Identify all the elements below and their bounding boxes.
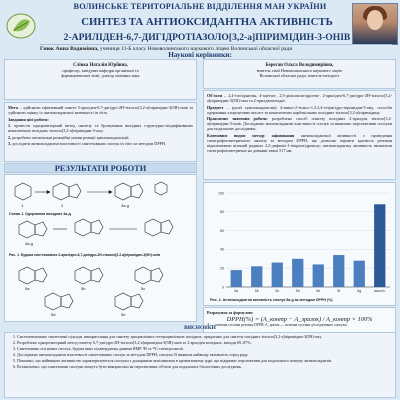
supervisor-right	[203, 59, 396, 89]
compound-label: 2	[61, 203, 64, 208]
supervisor-left-line-2: фармацевтичної хімії, доктор хімічних наук	[61, 73, 140, 79]
chart-bar	[292, 259, 303, 287]
y-tick-label: 0	[222, 285, 224, 290]
chart-bar	[354, 261, 365, 287]
scheme-1-caption: Схема 1. Одержання вихідних 4а-д	[9, 212, 71, 216]
molecule-ring	[155, 182, 167, 195]
x-tick-label: 5f	[337, 289, 341, 293]
molecule-ring	[69, 184, 81, 198]
compound-label: 5c	[141, 286, 146, 291]
x-tick-label: 5g	[357, 289, 362, 293]
chart-bar	[374, 204, 385, 287]
conclusion-item: 2. Розроблено однореакторний метод синтезу 6,7-дигідро-2Н-тіазоло[3,2-а]піримідин-3(5Н)-онів та 2-арилден похідних, виходи 69–87%.	[17, 341, 391, 346]
organization-title: ВОЛИНСЬКЕ ТЕРИТОРІАЛЬНЕ ВІДДІЛЕННЯ МАН УКРАЇНИ	[73, 2, 327, 11]
goal-item: Мета – здійснити ефективний синтез 5-арилден-6,7-дигідро-2Н-тіазоло[3,2-а]піримідин-3(5Н)-онів та здійснити оцінку їх антиоксидантної активності in vitro.	[8, 105, 193, 116]
supervisor-left-line-1: професор, завідувач кафедри органічної та	[62, 68, 139, 74]
objectives-panel	[203, 90, 396, 180]
supervisor-left-name: Слівка Наталія Юріївна,	[73, 63, 128, 68]
chart-bars	[231, 204, 386, 287]
logo-icon	[4, 11, 38, 41]
molecule-ring	[151, 268, 163, 282]
goal-panel	[4, 102, 197, 162]
photo-face	[367, 10, 383, 30]
conclusion-item: 5. Показано, що найвищою активністю характеризуються сполуки з донорними замісниками в ароматичному ядрі, що відкриває перспективи для подальшого пошуку антиоксидантів.	[17, 359, 391, 364]
goal-item: 1. провести однореакторний метод синтезу та бромування вихідних структурно-модифікованих ненасичених похідних тіазоло[3,2-а]піримідин-3-ону;	[8, 123, 193, 134]
y-tick-label: 60	[220, 228, 224, 233]
goal-item: Завдання цієї роботи:	[8, 116, 49, 122]
y-tick-label: 20	[220, 266, 224, 271]
compound-label: 5e	[121, 312, 126, 317]
objects-text: Об'єкти – 2,4-тіогідантоїн, 4-ацетил-, 2,5-діоксоксигідроген-, 2-ариліден-6,7-дигідро-2Н-тіазоло[3,2-а]піримідин-3(5Н)-они та 2-арилденпохідні.	[207, 93, 392, 104]
molecule-ring	[19, 267, 35, 284]
conclusion-item: 4. Досліджено антиоксидантні властивості синтезованих сполук за методом DPPH; сполука 5f виявила найвищу активність серед ряду.	[17, 353, 391, 358]
title-line-2: 2-АРИЛІДЕН-6,7-ДИГІДРОТІАЗОЛО[3,2-а]ПІРИМІДИН-3-ОНІВ	[63, 32, 351, 43]
compound-label: 4a-g	[25, 241, 34, 246]
x-tick-label: 5c	[275, 289, 280, 293]
molecule-ring	[145, 219, 161, 236]
chart-bar	[333, 255, 344, 287]
molecule-ring	[15, 183, 31, 200]
chart-bar	[313, 264, 324, 287]
molecule-ring	[135, 267, 151, 284]
reaction-scheme	[5, 175, 197, 322]
molecule-ring	[131, 294, 143, 308]
conclusion-item: 3. Синтезовано сім нових сполук, будова яких підтверджена даними ЯМР ¹Н та ¹³С-спектроскопії.	[17, 347, 391, 352]
subject-text: Предмет – рушії циклоконденсації 4-аміно-2-тіоксо-1,2,3,4-тетрагідро-піримідин-5-ону, способи одержання хлороцтових кислот та ненасичених карбонільних похідних тіазоло[3,2-а]піримідину.	[207, 104, 392, 115]
compound-label: 5d	[51, 312, 56, 317]
molecule-ring	[131, 184, 143, 198]
results-heading: РЕЗУЛЬТАТИ РОБОТИ	[4, 163, 197, 173]
x-tick-label: 5d	[295, 289, 300, 293]
arrow-head	[109, 191, 112, 194]
method-text: Ключовим видом методу оцінювання антиоксидантної активності є проведення спектрофотометричного аналізу за методом DPPH, що дозволяє оцінити здатність речовин відновлювати вільний радикал 2,2-дифеніл-1-пікрилгідразилу; антиоксидантну активність визначали спектрофотометрично на довжині хвилі 517 нм.	[207, 132, 392, 154]
molecule-ring	[91, 220, 103, 234]
molecule-ring	[91, 268, 103, 282]
conclusion-item: 6. Встановлено, що синтезовані сполуки можуть бути використані як перспективні об'єкти для подальших біологічних досліджень.	[17, 365, 391, 370]
molecule-ring	[75, 267, 91, 284]
chart-bar	[231, 270, 242, 287]
x-tick-label: 5b	[254, 289, 259, 293]
molecule-ring	[53, 183, 69, 200]
conclusion-item: 1. Систематизовано синтетичні підходи, використання для синтезу трициклічних гетероциклічних похідних, придатних для синтезу похідних тіазоло[3,2-а]піримідин-3(5Н)-ону.	[17, 335, 391, 340]
molecule-ring	[75, 219, 91, 236]
molecule-ring	[115, 183, 131, 200]
goal-item: 2. розробити оптимальні реакційні умови реакції циклоконденсації;	[8, 134, 130, 140]
formula-note: A — оптична густина розчину DPPH; A_зразок — оптична густина досліджуваної сполуки	[207, 323, 347, 328]
compound-label: 5b	[81, 286, 86, 291]
supervisors-heading: Наукові керівники:	[168, 51, 232, 59]
supervisor-right-line-1: вчитель хімії Нововолинського наукового ліцею	[256, 68, 343, 74]
x-tick-label: 5e	[316, 289, 321, 293]
supervisor-left	[4, 59, 197, 100]
molecule-ring	[35, 222, 47, 236]
molecule-ring	[115, 293, 131, 310]
molecule-ring	[35, 268, 47, 282]
chart-x-labels	[234, 289, 385, 293]
x-tick-label: 5a	[234, 289, 239, 293]
y-tick-label: 80	[220, 210, 224, 215]
goal-item: 3. дослідити антиоксидантні властивості синтезованих сполук in vitro за методом DPPH.	[8, 141, 167, 147]
chart-bar	[251, 266, 262, 287]
molecule-ring	[45, 293, 61, 310]
formula-expression: DPPH(%) = (A_контр − A_зразок) / A_контр × 100%	[226, 316, 373, 324]
conclusions-list	[9, 335, 391, 369]
novelty-text: Практичне значення роботи: розроблено спосіб синтезу похідних 2-арилден тіазоло[3,2-а]піримідин-3-онів. Досліджено антиоксидантні властивості сполук та виявлено перспективні сполуки для подальших досліджень.	[207, 116, 392, 132]
supervisor-right-name: Береган Ольга Володимирівна,	[265, 63, 334, 68]
schemes-panel	[4, 174, 197, 322]
chart-bar	[272, 263, 283, 287]
conclusions-panel	[4, 332, 396, 398]
x-tick-label: ascorb.	[373, 289, 386, 293]
author-photo	[352, 3, 398, 45]
author-details: учениця 11-Б класу Нововолинського наукового ліцею Волинської обласної ради	[98, 46, 293, 52]
compound-label: 1	[21, 203, 24, 208]
chart-caption: Рис. 2. Антиоксидантна активність сполук 5а-g за методом DPPH (%)	[210, 298, 333, 302]
poster-title	[62, 12, 352, 43]
arrow-head	[47, 191, 50, 194]
compound-label: 5a	[25, 286, 30, 291]
chart-grid	[226, 193, 390, 287]
chart-panel	[203, 182, 396, 306]
chart-y-labels	[218, 191, 224, 289]
supervisor-right-line-2: Волинської обласної ради, вчитель-методист	[259, 73, 340, 79]
dpph-bar-chart	[204, 183, 396, 306]
author-name: Гнюк Анна Вадимівна,	[40, 46, 99, 52]
conclusions-heading: ВИСНОВКИ	[184, 325, 216, 331]
title-line-1: СИНТЕЗ ТА АНТИОКСИДАНТНА АКТИВНІСТЬ	[81, 16, 333, 28]
molecule-ring	[161, 220, 173, 234]
molecule-ring	[61, 294, 73, 308]
formula-label: Розрахунок за формулою:	[207, 310, 254, 315]
compound-label: 3a-g	[121, 203, 130, 208]
molecule-ring	[19, 221, 35, 238]
y-tick-label: 40	[220, 247, 224, 252]
scheme-2-caption: Рис. 1. Будова синтезованих 2-ариліден-6,7-дигідро-2Н-тіазоло[3,2-а]піримідин-3(5Н)-онів	[9, 253, 161, 257]
y-tick-label: 100	[218, 191, 224, 196]
